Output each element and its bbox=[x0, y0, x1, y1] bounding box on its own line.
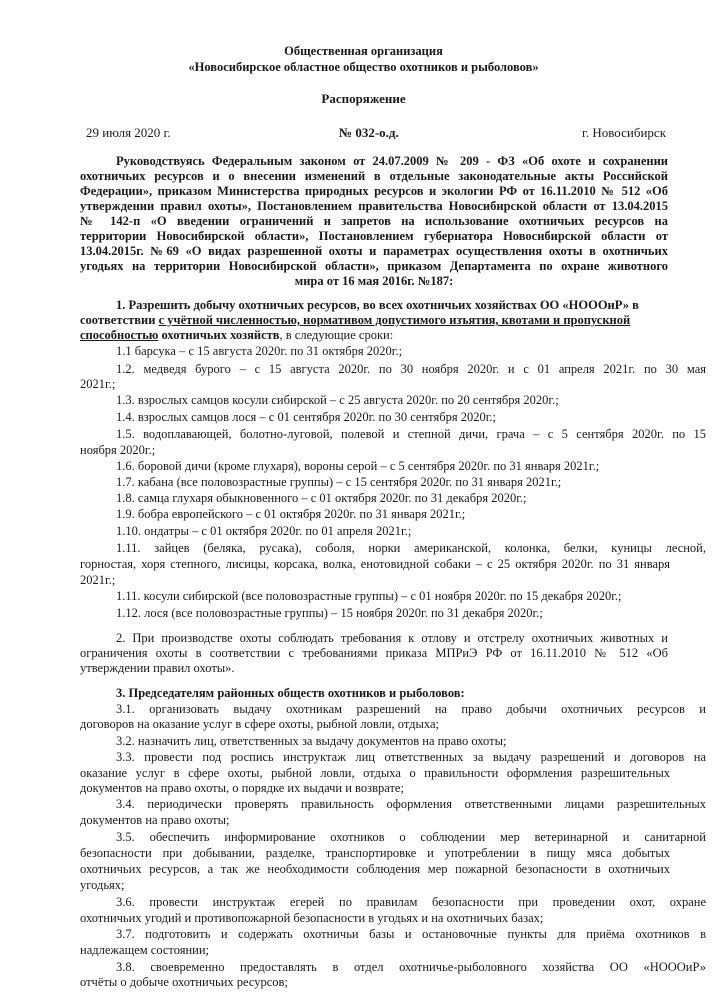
section-3-line: 3.2. назначить лиц, ответственных за выдачу документов на право охоты; bbox=[116, 734, 507, 748]
document-city: г. Новосибирск bbox=[582, 125, 667, 140]
section-2-line: ограничения охоты в соответствии с требованиями приказа МПРиЭ РФ от 16.11.2010 № 512 «Об bbox=[80, 646, 668, 660]
preamble-line: 13.04.2015г. №69 «О видах разрешенной охоты и параметрах осуществления охоты в охотничьих bbox=[80, 244, 668, 258]
list-item: 1.12. лося (все половозрастные группы) – 15 ноября 2020г. по 31 декабря 2020г.; bbox=[116, 606, 543, 620]
section-3-line: 3.3. провести под роспись инструктаж лиц ответственных за выдачу разрешений и договоров на bbox=[116, 750, 706, 764]
list-item: 1.9. бобра европейского – с 01 октября 2020г. по 31 января 2021г.; bbox=[116, 507, 466, 521]
preamble-line: Федерации», приказом Министерства природных ресурсов и экологии РФ от 16.11.2010 № 512 «Об bbox=[80, 184, 668, 198]
preamble-line: мира от 16 мая 2016г. №187: bbox=[294, 274, 454, 288]
list-item: 1.5. водоплавающей, болотно-луговой, полевой и степной дичи, грача – с 5 сентября 2020г. по 15 bbox=[116, 427, 706, 441]
org-name-line2: «Новосибирское областное общество охотников и рыболовов» bbox=[188, 60, 539, 74]
document-title: Распоряжение bbox=[321, 91, 406, 106]
list-item: 1.11. зайцев (беляка, русака), соболя, норки американской, колонка, белки, куницы лесной, bbox=[116, 541, 706, 555]
list-item: 1.6. боровой дичи (кроме глухаря), вороны серой – с 5 сентября 2020г. по 31 января 2021г.; bbox=[116, 459, 600, 473]
section-3-line: охотничьих ресурсов, а так же необходимости соблюдения мер пожарной безопасности в охотничьих bbox=[80, 862, 670, 876]
document-number: № 032-о.д. bbox=[339, 125, 399, 140]
list-item: 1.8. самца глухаря обыкновенного – с 01 октября 2020г. по 31 декабря 2020г.; bbox=[116, 491, 527, 505]
preamble-line: территории Новосибирской области», Постановлением губернатора Новосибирской области от bbox=[80, 229, 668, 243]
section-3-line: угодьях; bbox=[80, 878, 125, 892]
preamble bbox=[80, 154, 668, 289]
section-3-line: оказание услуг в сфере охоты, рыбной ловли, отдыха о правильности оформления разрешительных bbox=[80, 766, 670, 780]
section-3-line: 3.5. обеспечить информирование охотников о соблюдении мер ветеринарной и санитарной bbox=[116, 830, 706, 844]
section-2 bbox=[80, 631, 668, 676]
list-item: 1.11. косули сибирской (все половозрастные группы) – с 01 ноября 2020г. по 15 декабря 2020г.; bbox=[116, 589, 622, 603]
section-3-line: охотничьих угодий и противопожарной безопасности в угодьях и на охотничьих базах; bbox=[80, 911, 544, 925]
section-3-heading: 3. Председателям районных обществ охотников и рыболовов: bbox=[116, 686, 465, 700]
list-item: 1.2. медведя бурого – с 15 августа 2020г. по 30 ноября 2020г. и с 01 апреля 2021г. по 30 мая bbox=[116, 362, 706, 376]
section-1-heading-rest: во всех охотничьих хозяйствах ОО «НОООиР» в bbox=[359, 298, 639, 312]
section-1-intro bbox=[80, 298, 668, 343]
section-3-line: надлежащем состоянии; bbox=[80, 943, 210, 957]
section-2-line: 2. При производстве охоты соблюдать требования к отлову и отстрелу охотничьих животных и bbox=[116, 631, 668, 645]
section-1-criteria: с учётной численностью, нормативом допустимого изъятия, квотами и пропускной bbox=[158, 313, 631, 327]
section-3-line: 3.6. провести инструктаж егерей по правилам безопасности при проведении охот, охране bbox=[116, 895, 706, 909]
section-3-line: 3.8. своевременно предоставлять в отдел охотничье-рыболовного хозяйства ОО «НОООиР» bbox=[116, 960, 706, 974]
section-1-line bbox=[80, 298, 668, 313]
section-3-line: 3.1. организовать выдачу охотникам разрешений на право добычи охотничьих ресурсов и bbox=[116, 702, 706, 716]
section-1-line bbox=[80, 328, 668, 343]
list-item: горностая, хоря степного, лисицы, корсака, волка, енотовидной собаки – с 25 октября 2020г. по 31 января bbox=[80, 557, 670, 571]
section-3-line: безопасности при добывании, разделке, транспортировке и употреблении в пищу мяса добытых bbox=[80, 846, 670, 860]
list-item: 1.4. взрослых самцов лося – с 01 сентября 2020г. по 30 сентября 2020г.; bbox=[116, 410, 497, 424]
section-3-line: договоров на оказание услуг в сфере охоты, рыбной ловли, отдыха; bbox=[80, 717, 440, 731]
document-date: 29 июля 2020 г. bbox=[86, 125, 171, 140]
preamble-line: № 142-п «О введении ограничений и запретов на использование охотничьих ресурсов на bbox=[80, 214, 668, 228]
list-item: 1.1 барсука – с 15 августа 2020г. по 31 октября 2020г.; bbox=[116, 344, 403, 358]
list-item: 1.3. взрослых самцов косули сибирской – с 25 августа 2020г. по 20 сентября 2020г.; bbox=[116, 393, 559, 407]
section-3-line: отчёты о добыче охотничьих ресурсов; bbox=[80, 975, 288, 989]
preamble-line: утверждении правил охоты», Постановлением правительства Новосибирской области от 13.04.2015 bbox=[80, 199, 668, 213]
section-1-terms: , в следующие сроки: bbox=[279, 328, 394, 342]
list-item: 2021г.; bbox=[80, 377, 116, 391]
preamble-line: Руководствуясь Федеральным законом от 24.07.2009 № 209 - ФЗ «Об охоте и сохранении bbox=[116, 154, 668, 168]
section-1-in-accordance: соответствии bbox=[80, 313, 156, 327]
section-2-line: утверждении правил охоты». bbox=[80, 661, 235, 675]
section-1-heading: 1. Разрешить добычу охотничьих ресурсов, bbox=[116, 298, 360, 312]
section-3-line: документов на право охоты; bbox=[80, 813, 230, 827]
preamble-line: угодьях на территории Новосибирской области», приказом Департамента по охране животного bbox=[80, 259, 668, 273]
section-3-line: 3.7. подготовить и содержать охотничьи базы и остановочные пункты для приёма охотников в bbox=[116, 927, 706, 941]
list-item: ноября 2020г.; bbox=[80, 443, 156, 457]
section-3-line: документов на право охоты, о порядке их выдачи и возврате; bbox=[80, 781, 404, 795]
section-1-farms: охотничьих хозяйств bbox=[158, 328, 280, 342]
section-1-capacity: способностью bbox=[80, 328, 159, 342]
section-1-line bbox=[80, 313, 668, 328]
preamble-line: охотничьих ресурсов и о внесении изменений в отдельные законодательные акты Российской bbox=[80, 169, 668, 183]
list-item: 2021г.; bbox=[80, 573, 116, 587]
list-item: 1.10. ондатры – с 01 октября 2020г. по 01 апреля 2021г.; bbox=[116, 524, 412, 538]
list-item: 1.7. кабана (все половозрастные группы) – с 15 сентября 2020г. по 31 января 2021г.; bbox=[116, 475, 562, 489]
section-3-line: 3.4. периодически проверять правильность оформления ответственными лицами разрешительных bbox=[116, 797, 706, 811]
org-name-line1: Общественная организация bbox=[284, 44, 443, 58]
